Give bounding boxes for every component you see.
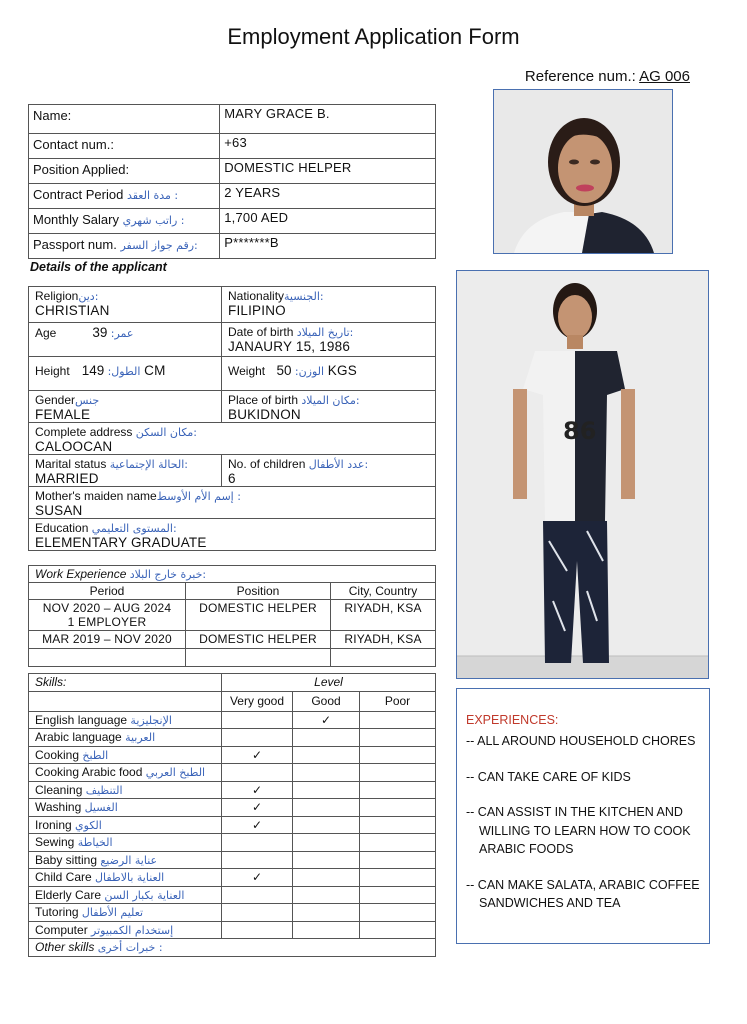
- skill-row: [29, 729, 436, 747]
- info-row: [29, 234, 436, 259]
- work-col-position: Position: [186, 583, 331, 600]
- pob-value: BUKIDNON: [228, 407, 301, 422]
- info-label-cell: [29, 159, 220, 184]
- skill-row: [29, 781, 436, 799]
- headshot-illustration: [494, 90, 672, 253]
- skill-row: [29, 816, 436, 834]
- skill-label: Cooking Arabic food: [35, 765, 143, 780]
- fullbody-illustration: [457, 271, 708, 678]
- gender-value: FEMALE: [35, 407, 91, 422]
- skill-level-cell: [222, 869, 293, 887]
- skill-level-cell: [222, 816, 293, 834]
- skill-label: Cooking: [35, 747, 80, 762]
- level-heading-cell: [222, 674, 436, 692]
- skill-row: [29, 904, 436, 922]
- skill-level-cell: [293, 904, 360, 922]
- education-cell: [29, 519, 436, 551]
- mother-label-ar: إسم الأم الأوسط :: [156, 490, 241, 503]
- religion-label: Religion: [35, 289, 79, 303]
- dob-cell: [222, 323, 436, 357]
- skill-label-ar: عناية الرضيع: [100, 853, 158, 867]
- skill-label-cell: [29, 921, 222, 939]
- skill-level-cell: [293, 834, 360, 852]
- marital-label-ar: الحالة الإجتماعية:: [109, 458, 188, 471]
- info-label-cell: [29, 234, 220, 259]
- experience-line: ARABIC FOODS: [479, 842, 574, 856]
- info-value: 1,700 AED: [220, 209, 436, 234]
- skills-blank-cell: [29, 691, 222, 711]
- skill-level-cell: [222, 711, 293, 729]
- details-heading: Details of the applicant: [30, 260, 167, 274]
- skill-level-cell: [360, 816, 436, 834]
- skill-level-cell: [360, 799, 436, 817]
- experiences-box: [456, 688, 710, 944]
- mother-cell: [29, 487, 436, 519]
- work-table: [28, 565, 436, 667]
- reference-value: AG 006: [639, 68, 690, 85]
- info-row: [29, 134, 436, 159]
- work-position: DOMESTIC HELPER: [186, 631, 331, 649]
- skill-row: [29, 886, 436, 904]
- skill-level-cell: [360, 711, 436, 729]
- work-col-city: City, Country: [331, 583, 436, 600]
- skill-level-cell: [293, 746, 360, 764]
- level-poor: Poor: [360, 691, 436, 711]
- work-city: RIYADH, KSA: [331, 631, 436, 649]
- skills-heading: Skills:: [35, 675, 67, 690]
- skill-level-cell: [360, 869, 436, 887]
- info-label: Position Applied:: [33, 162, 130, 177]
- marital-cell: [29, 455, 222, 487]
- skill-level-cell: [293, 886, 360, 904]
- age-cell: [29, 323, 222, 357]
- religion-value: CHRISTIAN: [35, 303, 110, 318]
- level-heading: Level: [314, 675, 343, 690]
- experience-line: -- ALL AROUND HOUSEHOLD CHORES: [466, 734, 696, 748]
- details-table: [28, 286, 436, 551]
- skill-label-cell: [29, 781, 222, 799]
- skill-level-cell: [293, 781, 360, 799]
- skill-row: [29, 869, 436, 887]
- skill-level-cell: [293, 764, 360, 782]
- info-value: P*******B: [220, 234, 436, 259]
- work-period: [29, 631, 186, 649]
- age-label: Age: [35, 326, 57, 340]
- skill-level-cell: [360, 921, 436, 939]
- experience-line: WILLING TO LEARN HOW TO COOK: [479, 823, 691, 838]
- info-label: Contract Period: [33, 187, 124, 202]
- work-period: [29, 600, 186, 631]
- children-label-ar: عدد الأطفال:: [308, 458, 369, 471]
- work-city: [331, 649, 436, 667]
- checkmark-icon: ✓: [251, 782, 263, 797]
- skill-level-cell: [293, 711, 360, 729]
- address-cell: [29, 423, 436, 455]
- address-label: Complete address: [35, 425, 133, 439]
- work-heading: Work Experience: [35, 567, 127, 581]
- gender-label: Gender: [35, 393, 76, 407]
- skill-label-cell: [29, 904, 222, 922]
- work-heading-ar: خبرة خارج البلاد:: [129, 568, 207, 581]
- work-period: [29, 649, 186, 667]
- info-value: +63: [220, 134, 436, 159]
- skill-level-cell: [222, 834, 293, 852]
- skill-level-cell: [360, 904, 436, 922]
- religion-cell: [29, 287, 222, 323]
- skill-label-ar: العناية بالاطفال: [95, 871, 165, 885]
- info-label: Contact num.:: [33, 137, 114, 152]
- skill-label: Elderly Care: [35, 887, 102, 902]
- skill-level-cell: [222, 921, 293, 939]
- skill-label-cell: [29, 711, 222, 729]
- height-label: Height: [35, 364, 70, 378]
- age-label-ar: عمر:: [110, 327, 134, 340]
- dob-label-ar: تاريخ الميلاد:: [296, 326, 354, 339]
- info-label: Name:: [33, 108, 72, 123]
- weight-cell: [222, 357, 436, 391]
- skill-label-cell: [29, 886, 222, 904]
- work-row: [29, 600, 436, 631]
- info-table: [28, 104, 436, 259]
- skill-label: Ironing: [35, 817, 72, 832]
- skill-label: Computer: [35, 922, 88, 937]
- page-title: Employment Application Form: [227, 24, 520, 49]
- pob-cell: [222, 391, 436, 423]
- info-value: MARY GRACE B.: [220, 105, 436, 134]
- info-value: 2 YEARS: [220, 184, 436, 209]
- skill-label-ar: تعليم الأطفال: [81, 906, 144, 920]
- skill-level-cell: [293, 869, 360, 887]
- education-label: Education: [35, 521, 89, 535]
- work-period-text: MAR 2019 – NOV 2020: [42, 632, 172, 646]
- pob-label-ar: مكان الميلاد:: [301, 394, 360, 407]
- mother-value: SUSAN: [35, 503, 83, 518]
- skill-label-ar: العربية: [125, 731, 156, 745]
- experience-line: SANDWICHES AND TEA: [479, 896, 621, 910]
- headshot-photo: [493, 89, 673, 254]
- skill-row: [29, 746, 436, 764]
- reference-number: [0, 68, 690, 85]
- info-label-cell: [29, 209, 220, 234]
- children-label: No. of children: [228, 457, 306, 471]
- skill-label-cell: [29, 834, 222, 852]
- skill-level-cell: [293, 729, 360, 747]
- children-cell: [222, 455, 436, 487]
- svg-text:86: 86: [563, 417, 597, 445]
- info-label-ar: مدة العقد :: [126, 189, 179, 202]
- info-row: [29, 209, 436, 234]
- skill-label: Arabic language: [35, 730, 122, 745]
- experience-line: -- CAN TAKE CARE OF KIDS: [466, 769, 631, 784]
- skill-label-ar: الإنجليزية: [130, 713, 172, 727]
- skill-label-cell: [29, 729, 222, 747]
- skill-row: [29, 834, 436, 852]
- checkmark-icon: ✓: [251, 800, 263, 815]
- religion-label-ar: دين:: [78, 290, 99, 303]
- children-value: 6: [228, 471, 236, 486]
- skill-level-cell: [293, 921, 360, 939]
- info-label: Passport num.: [33, 237, 117, 252]
- skill-label-cell: [29, 851, 222, 869]
- skill-label: English language: [35, 712, 128, 727]
- skill-level-cell: [222, 904, 293, 922]
- skill-label: Child Care: [35, 870, 92, 885]
- address-label-ar: مكان السكن:: [135, 426, 198, 439]
- skill-row: [29, 711, 436, 729]
- work-city: RIYADH, KSA: [331, 600, 436, 631]
- weight-label: Weight: [228, 364, 266, 378]
- experiences-list: [466, 732, 706, 930]
- skill-label-ar: العناية بكبار السن: [104, 888, 185, 902]
- skill-level-cell: [222, 781, 293, 799]
- skill-level-cell: [293, 799, 360, 817]
- info-label-ar: راتب شهري :: [122, 214, 185, 227]
- skill-row: [29, 851, 436, 869]
- skill-label: Cleaning: [35, 782, 83, 797]
- skill-level-cell: [222, 851, 293, 869]
- skill-level-cell: [360, 781, 436, 799]
- work-position: [186, 649, 331, 667]
- skill-level-cell: [360, 746, 436, 764]
- work-period-text: NOV 2020 – AUG 2024: [42, 601, 172, 615]
- weight-value: 50 KGS: [276, 363, 357, 378]
- experience-line: -- CAN MAKE SALATA, ARABIC COFFEE: [466, 877, 700, 892]
- dob-value: JANAURY 15, 1986: [228, 339, 351, 354]
- info-row: [29, 159, 436, 184]
- level-very-good: Very good: [222, 691, 293, 711]
- skill-label-ar: الكوي: [75, 818, 102, 832]
- experience-item: [466, 803, 706, 859]
- checkmark-icon: ✓: [251, 870, 263, 885]
- nationality-value: FILIPINO: [228, 303, 286, 318]
- work-position: DOMESTIC HELPER: [186, 600, 331, 631]
- checkmark-icon: ✓: [251, 817, 263, 832]
- other-skills-label: Other skills: [35, 940, 95, 955]
- skill-row: [29, 921, 436, 939]
- skill-label-cell: [29, 816, 222, 834]
- info-label-ar: رقم جواز السفر:: [120, 239, 198, 252]
- skill-label-cell: [29, 799, 222, 817]
- nationality-cell: [222, 287, 436, 323]
- checkmark-icon: ✓: [251, 747, 263, 762]
- skill-level-cell: [222, 886, 293, 904]
- nationality-label: Nationality: [228, 289, 285, 303]
- skill-label-ar: إستخدام الكمبيوتر: [91, 923, 174, 937]
- experience-line: -- CAN ASSIST IN THE KITCHEN AND: [466, 805, 683, 819]
- experience-item: [466, 876, 706, 913]
- work-heading-cell: [29, 566, 436, 583]
- skill-label-cell: [29, 764, 222, 782]
- height-value: 149 CM: [81, 363, 166, 378]
- level-good: Good: [293, 691, 360, 711]
- info-label-cell: [29, 134, 220, 159]
- skill-row: [29, 764, 436, 782]
- education-label-ar: المستوى التعليمي:: [91, 522, 177, 535]
- work-row: [29, 631, 436, 649]
- info-label-cell: [29, 105, 220, 134]
- experience-item: [466, 732, 706, 751]
- skill-level-cell: [360, 851, 436, 869]
- nationality-label-ar: الجنسية:: [284, 290, 324, 303]
- skill-label: Washing: [35, 800, 82, 815]
- weight-label-ar: الوزن:: [294, 365, 325, 378]
- skill-label-cell: [29, 746, 222, 764]
- skill-label: Sewing: [35, 835, 75, 850]
- skill-label-ar: التنظيف: [85, 783, 123, 797]
- skill-level-cell: [360, 729, 436, 747]
- skill-label-ar: الطبخ: [82, 748, 109, 762]
- pob-label: Place of birth: [228, 393, 299, 407]
- dob-label: Date of birth: [228, 325, 294, 339]
- info-label: Monthly Salary: [33, 212, 119, 227]
- education-value: ELEMENTARY GRADUATE: [35, 535, 207, 550]
- experience-item: [466, 768, 706, 787]
- work-row: [29, 649, 436, 667]
- address-value: CALOOCAN: [35, 439, 113, 454]
- other-skills-label-ar: خبرات أخرى :: [97, 941, 163, 955]
- height-cell: [29, 357, 222, 391]
- skill-label: Tutoring: [35, 905, 79, 920]
- skill-level-cell: [222, 746, 293, 764]
- marital-label: Marital status: [35, 457, 107, 471]
- skill-label-ar: الغسيل: [84, 801, 118, 815]
- skill-level-cell: [222, 764, 293, 782]
- reference-label: Reference num.:: [524, 68, 636, 85]
- checkmark-icon: ✓: [320, 712, 332, 727]
- gender-cell: [29, 391, 222, 423]
- skill-row: [29, 799, 436, 817]
- gender-label-ar: جنس: [75, 394, 100, 407]
- skill-level-cell: [360, 886, 436, 904]
- skill-label: Baby sitting: [35, 852, 98, 867]
- info-row: [29, 105, 436, 134]
- skill-level-cell: [293, 816, 360, 834]
- fullbody-photo: [456, 270, 709, 679]
- info-value: DOMESTIC HELPER: [220, 159, 436, 184]
- info-label-cell: [29, 184, 220, 209]
- work-note: 1 EMPLOYER: [67, 615, 147, 629]
- mother-label: Mother's maiden name: [35, 489, 157, 503]
- skill-label-ar: الخياطة: [77, 836, 113, 850]
- skills-table: [28, 673, 436, 957]
- other-skills-cell: [29, 939, 436, 957]
- skill-label-cell: [29, 869, 222, 887]
- skill-level-cell: [222, 799, 293, 817]
- info-row: [29, 184, 436, 209]
- skill-level-cell: [293, 851, 360, 869]
- skill-level-cell: [222, 729, 293, 747]
- work-col-period: Period: [29, 583, 186, 600]
- height-label-ar: الطول:: [107, 365, 141, 378]
- experiences-heading: EXPERIENCES:: [466, 713, 559, 727]
- marital-value: MARRIED: [35, 471, 99, 486]
- skill-label-ar: الطبخ العربي: [145, 766, 206, 780]
- skills-heading-cell: [29, 674, 222, 692]
- age-value: 39: [92, 325, 108, 340]
- skill-level-cell: [360, 834, 436, 852]
- skill-level-cell: [360, 764, 436, 782]
